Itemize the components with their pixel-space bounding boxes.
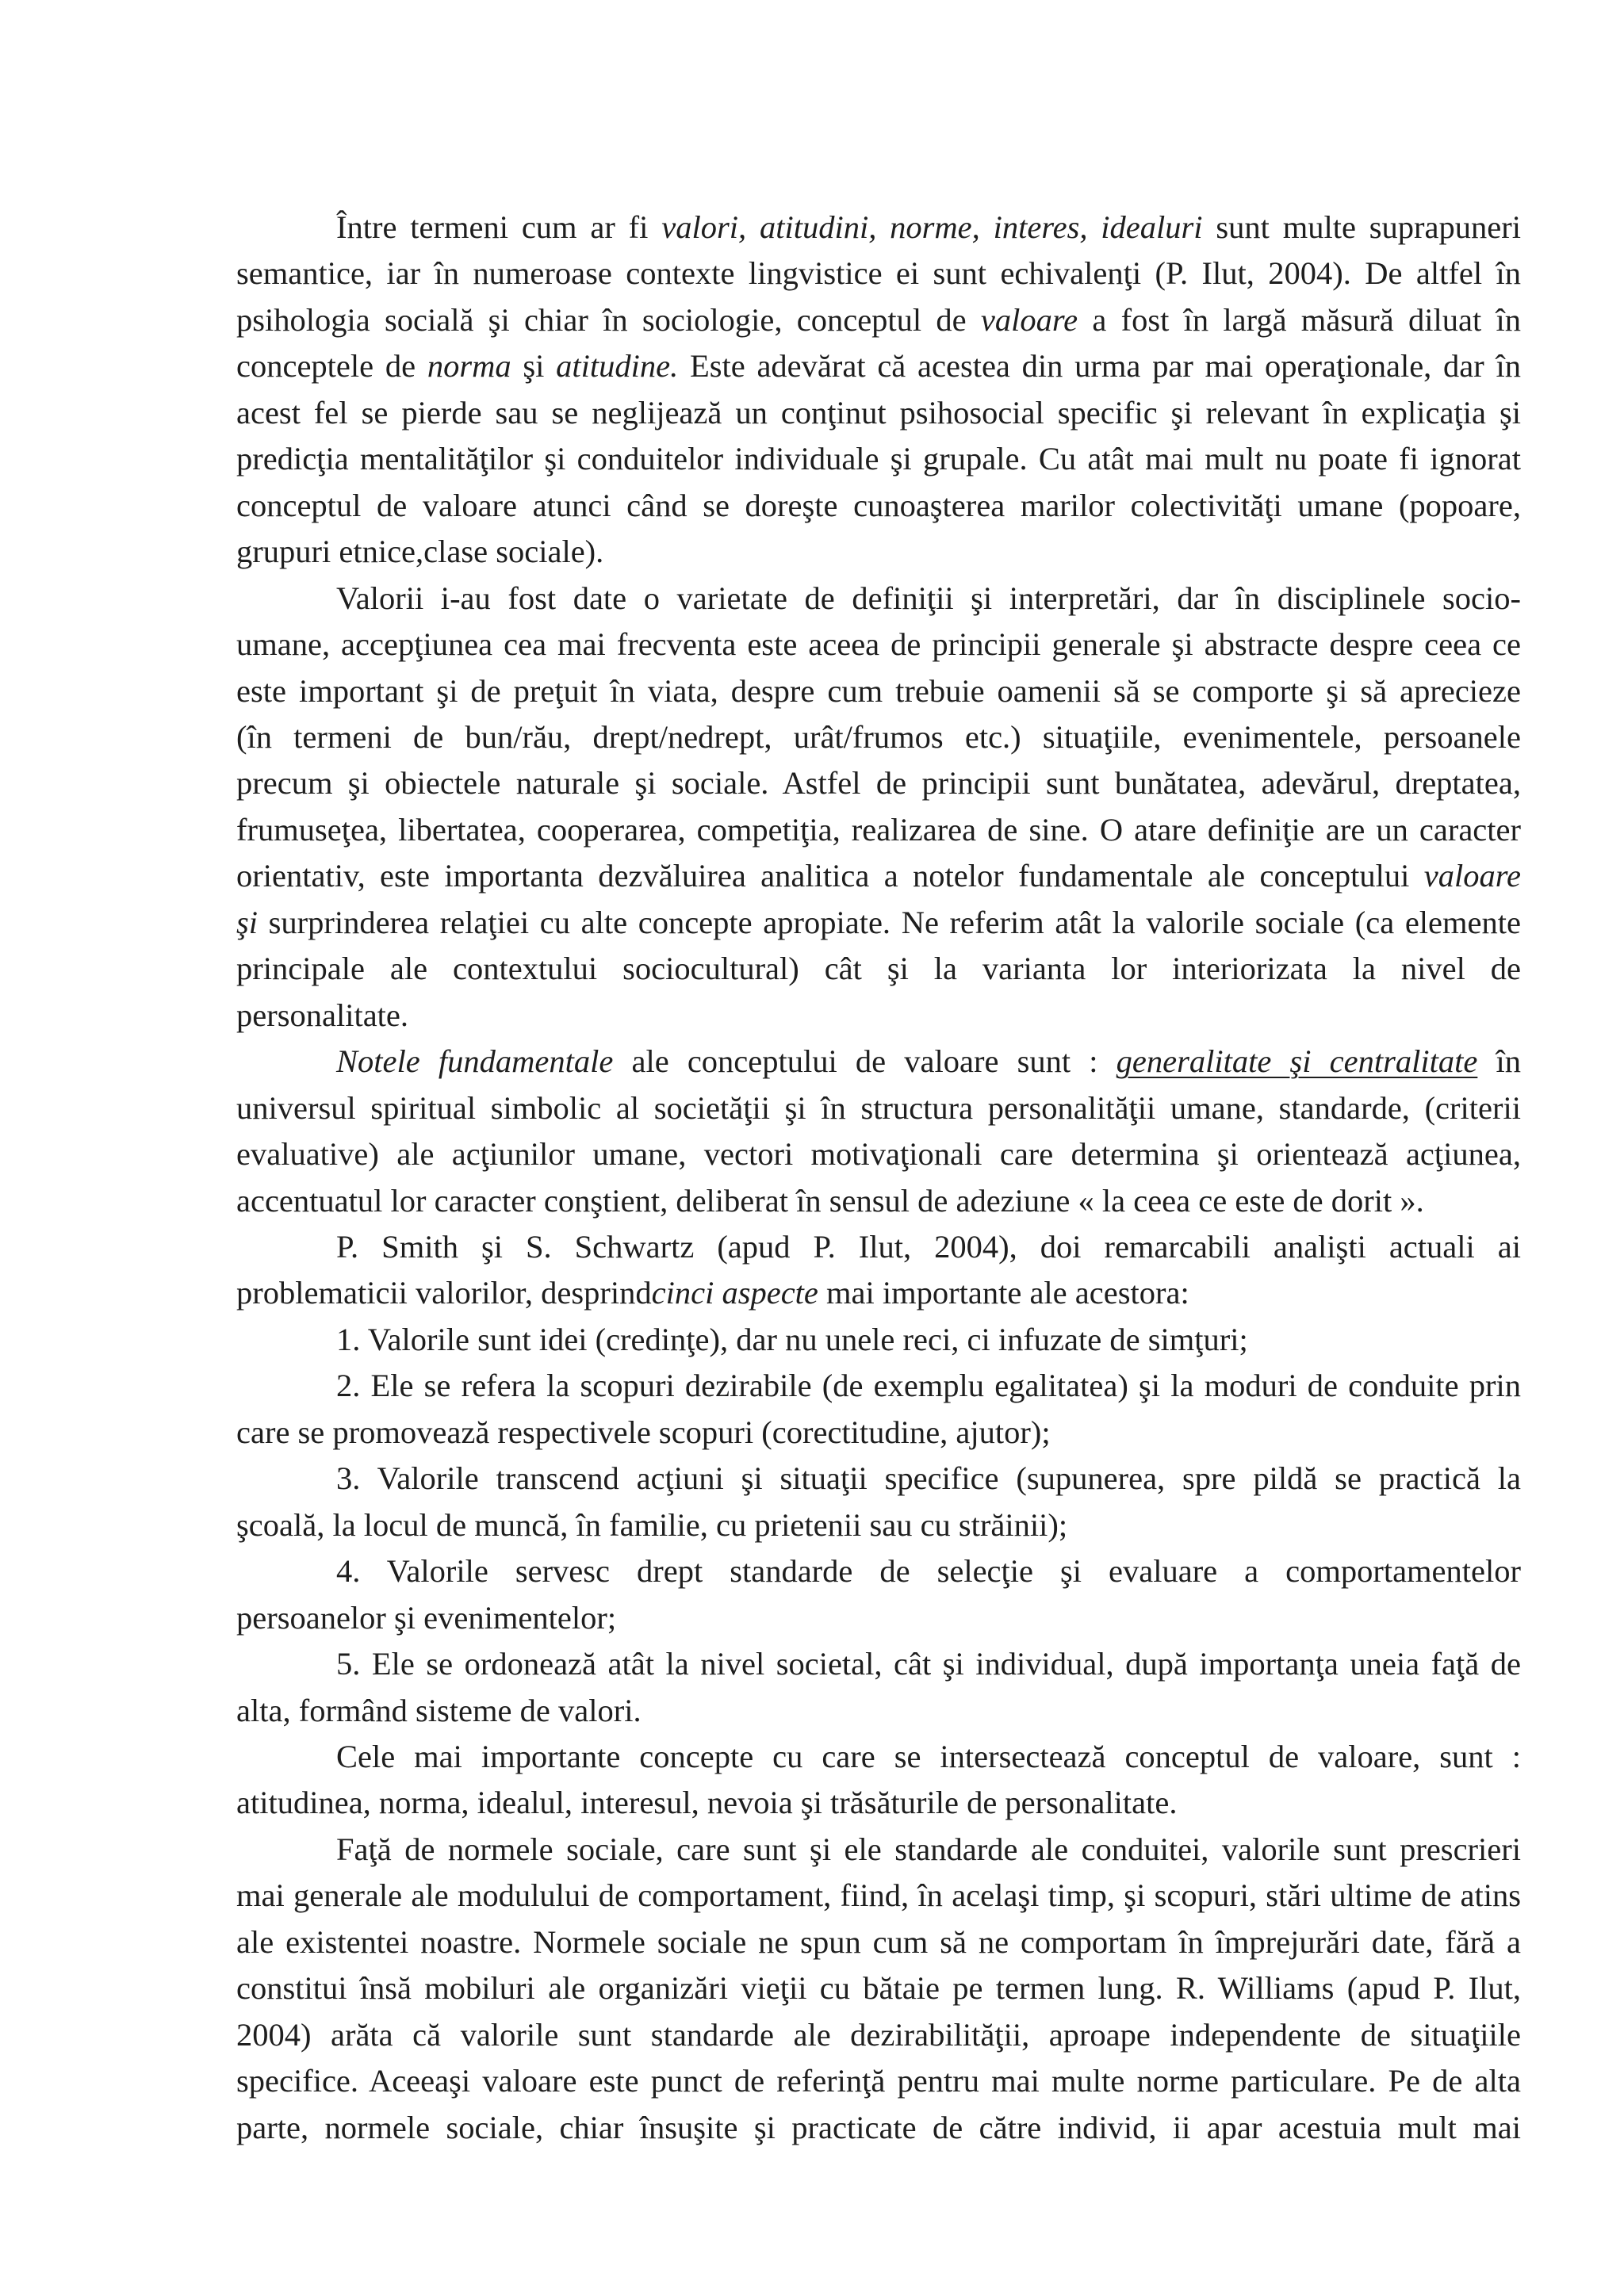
text-line bbox=[236, 2105, 1521, 2151]
text-run: evaluative) ale acţiunilor umane, vectori motivaţionali care determina şi orientează acţiunea, bbox=[236, 1136, 1521, 1173]
text-line bbox=[236, 297, 1521, 343]
text-line bbox=[236, 1780, 1521, 1826]
text-run: conceptele de bbox=[236, 348, 427, 385]
text-line bbox=[236, 1317, 1521, 1363]
italic-text: Notele fundamentale bbox=[336, 1043, 614, 1080]
text-line bbox=[236, 622, 1521, 668]
text-run: 5. Ele se ordonează atât la nivel societal, cât şi individual, după importanţa uneia faţă de bbox=[336, 1646, 1521, 1682]
text-line bbox=[236, 529, 1521, 575]
text-line bbox=[236, 853, 1521, 899]
text-line bbox=[236, 1641, 1521, 1687]
text-line bbox=[236, 1965, 1521, 2011]
text-line bbox=[236, 993, 1521, 1039]
text-run: universul spiritual simbolic al societăţii şi în structura personalităţii umane, standarde, (criterii bbox=[236, 1089, 1521, 1126]
text-line bbox=[236, 1595, 1521, 1641]
text-run: psihologia socială şi chiar în sociologie, conceptul de bbox=[236, 301, 981, 338]
text-line bbox=[236, 251, 1521, 297]
text-line bbox=[236, 807, 1521, 853]
text-run: ale existentei noastre. Normele sociale ne spun cum să ne comportam în împrejurări date, fără a bbox=[236, 1923, 1521, 1960]
text-run: care se promovează respectivele scopuri (corectitudine, ajutor); bbox=[236, 1414, 1051, 1450]
text-line bbox=[236, 1548, 1521, 1594]
text-run: acest fel se pierde sau se neglijează un conţinut psihosocial specific şi relevant în explicaţia şi bbox=[236, 394, 1521, 430]
text-run: Este adevărat că acestea din urma par mai operaţionale, dar în bbox=[678, 348, 1521, 385]
text-run: umane, accepţiunea cea mai frecventa este aceea de principii generale şi abstracte despre ceea ce bbox=[236, 626, 1521, 663]
paragraph bbox=[236, 1039, 1521, 1224]
numbered-item bbox=[236, 1548, 1521, 1641]
text-run: surprinderea relaţiei cu alte concepte apropiate. Ne referim atât la valorile sociale (ca elemente bbox=[258, 904, 1521, 940]
numbered-item bbox=[236, 1363, 1521, 1456]
italic-text: atitudine. bbox=[556, 348, 679, 385]
text-run: ale conceptului de valoare sunt : bbox=[613, 1043, 1116, 1080]
text-run: (în termeni de bun/rău, drept/nedrept, urât/frumos etc.) situaţiile, evenimentele, persoanele bbox=[236, 718, 1521, 755]
text-line bbox=[236, 576, 1521, 622]
text-line bbox=[236, 2058, 1521, 2104]
text-run: principale ale contextului sociocultural) cât şi la varianta lor interiorizata la nivel de bbox=[236, 951, 1521, 987]
text-run: 1. Valorile sunt idei (credinţe), dar nu unele reci, ci infuzate de simţuri; bbox=[336, 1321, 1248, 1357]
text-run: 2004) arăta că valorile sunt standarde ale dezirabilităţii, aproape independente de situaţiile bbox=[236, 2016, 1521, 2053]
text-run: mai generale ale modulului de comportament, fiind, în acelaşi timp, şi scopuri, stări ultime de atins bbox=[236, 1877, 1521, 1914]
text-run: P. Smith şi S. Schwartz (apud P. Ilut, 2004), doi remarcabili analişti actuali ai bbox=[336, 1228, 1521, 1265]
text-run: problematicii valorilor, desprind bbox=[236, 1275, 652, 1311]
text-line bbox=[236, 483, 1521, 529]
italic-text: valoare bbox=[1423, 858, 1521, 894]
text-line bbox=[236, 1873, 1521, 1919]
text-line bbox=[236, 1688, 1521, 1734]
text-run: şi bbox=[511, 348, 557, 385]
text-run: persoanelor şi evenimentelor; bbox=[236, 1599, 617, 1636]
text-run: 2. Ele se refera la scopuri dezirabile (de exemplu egalitatea) şi la moduri de conduite prin bbox=[336, 1368, 1521, 1404]
text-line bbox=[236, 1502, 1521, 1548]
text-line bbox=[236, 1734, 1521, 1780]
text-line bbox=[236, 390, 1521, 436]
text-run: precum şi obiectele naturale şi sociale. Astfel de principii sunt bunătatea, adevărul, dreptatea, bbox=[236, 765, 1521, 802]
text-run: a fost în largă măsură diluat în bbox=[1078, 301, 1521, 338]
text-line bbox=[236, 946, 1521, 992]
text-line bbox=[236, 900, 1521, 946]
document-page bbox=[236, 205, 1521, 2151]
italic-text: valori, atitudini, norme, interes, idealuri bbox=[661, 209, 1203, 245]
text-line bbox=[236, 760, 1521, 806]
italic-text: şi bbox=[236, 904, 259, 940]
text-run: Între termeni cum ar fi bbox=[336, 209, 662, 245]
text-line bbox=[236, 1410, 1521, 1456]
paragraph bbox=[236, 1734, 1521, 1827]
text-run: specifice. Aceeaşi valoare este punct de referinţă pentru mai multe norme particulare. Pe de alta bbox=[236, 2063, 1521, 2099]
text-run: constitui însă mobiluri ale organizări vieţii cu bătaie pe termen lung. R. Williams (apud P. Ilut, bbox=[236, 1970, 1521, 2007]
text-run: mai importante ale acestora: bbox=[818, 1275, 1189, 1311]
text-run: semantice, iar în numeroase contexte lingvistice ei sunt echivalenţi (P. Ilut, 2004). De altfel în bbox=[236, 255, 1521, 292]
text-run: în bbox=[1477, 1043, 1521, 1080]
text-line bbox=[236, 1224, 1521, 1270]
paragraph bbox=[236, 205, 1521, 576]
text-run: alta, formând sisteme de valori. bbox=[236, 1692, 642, 1728]
text-line bbox=[236, 668, 1521, 714]
text-run: orientativ, este importanta dezvăluirea analitica a notelor fundamentale ale conceptului bbox=[236, 858, 1424, 894]
text-run: Faţă de normele sociale, care sunt şi ele standarde ale conduitei, valorile sunt prescrieri bbox=[336, 1831, 1521, 1867]
text-run: accentuatul lor caracter conştient, deliberat în sensul de adeziune « la ceea ce este de dorit ». bbox=[236, 1182, 1424, 1219]
text-run: frumuseţea, libertatea, cooperarea, competiţia, realizarea de sine. O atare definiţie are un caracter bbox=[236, 811, 1521, 848]
text-run: Cele mai importante concepte cu care se intersectează conceptul de valoare, sunt : bbox=[336, 1738, 1521, 1774]
paragraph bbox=[236, 1827, 1521, 2151]
text-line bbox=[236, 343, 1521, 389]
text-line bbox=[236, 1363, 1521, 1409]
text-run: conceptul de valoare atunci când se doreşte cunoaşterea marilor colectivităţi umane (popoare, bbox=[236, 487, 1521, 523]
text-run: parte, normele sociale, chiar însuşite şi practicate de către individ, ii apar acestuia mult mai bbox=[236, 2109, 1521, 2145]
text-run: personalitate. bbox=[236, 997, 409, 1033]
numbered-item bbox=[236, 1456, 1521, 1548]
paragraph bbox=[236, 576, 1521, 1039]
text-line bbox=[236, 1131, 1521, 1177]
text-run: grupuri etnice,clase sociale). bbox=[236, 534, 604, 570]
text-run: atitudinea, norma, idealul, interesul, nevoia şi trăsăturile de personalitate. bbox=[236, 1785, 1178, 1821]
text-line bbox=[236, 1085, 1521, 1131]
numbered-item bbox=[236, 1641, 1521, 1734]
text-line bbox=[236, 205, 1521, 251]
text-line bbox=[236, 2012, 1521, 2058]
text-line bbox=[236, 1827, 1521, 1873]
numbered-item bbox=[236, 1317, 1521, 1363]
underlined-italic-text: generalitate şi centralitate bbox=[1116, 1043, 1478, 1080]
text-run: 3. Valorile transcend acţiuni şi situaţii specifice (supunerea, spre pildă se practică la bbox=[336, 1460, 1521, 1497]
italic-text: cinci aspecte bbox=[651, 1275, 818, 1311]
italic-text: valoare bbox=[980, 301, 1078, 338]
text-run: 4. Valorile servesc drept standarde de selecţie şi evaluare a comportamentelor bbox=[336, 1553, 1521, 1590]
paragraph bbox=[236, 1224, 1521, 1317]
text-line bbox=[236, 1178, 1521, 1224]
text-run: sunt multe suprapuneri bbox=[1202, 209, 1521, 245]
text-run: predicţia mentalităţilor şi conduitelor individuale şi grupale. Cu atât mai mult nu poate fi ignorat bbox=[236, 441, 1521, 477]
italic-text: norma bbox=[427, 348, 511, 385]
text-line bbox=[236, 1456, 1521, 1502]
text-line bbox=[236, 714, 1521, 760]
text-run: şcoală, la locul de muncă, în familie, cu prietenii sau cu străinii); bbox=[236, 1506, 1068, 1543]
text-line bbox=[236, 1039, 1521, 1085]
text-line bbox=[236, 436, 1521, 482]
text-run: este important şi de preţuit în viata, despre cum trebuie oamenii să se comporte şi să aprecieze bbox=[236, 672, 1521, 709]
text-line bbox=[236, 1919, 1521, 1965]
text-line bbox=[236, 1270, 1521, 1316]
text-run: Valorii i-au fost date o varietate de definiţii şi interpretări, dar în disciplinele socio- bbox=[336, 580, 1521, 616]
